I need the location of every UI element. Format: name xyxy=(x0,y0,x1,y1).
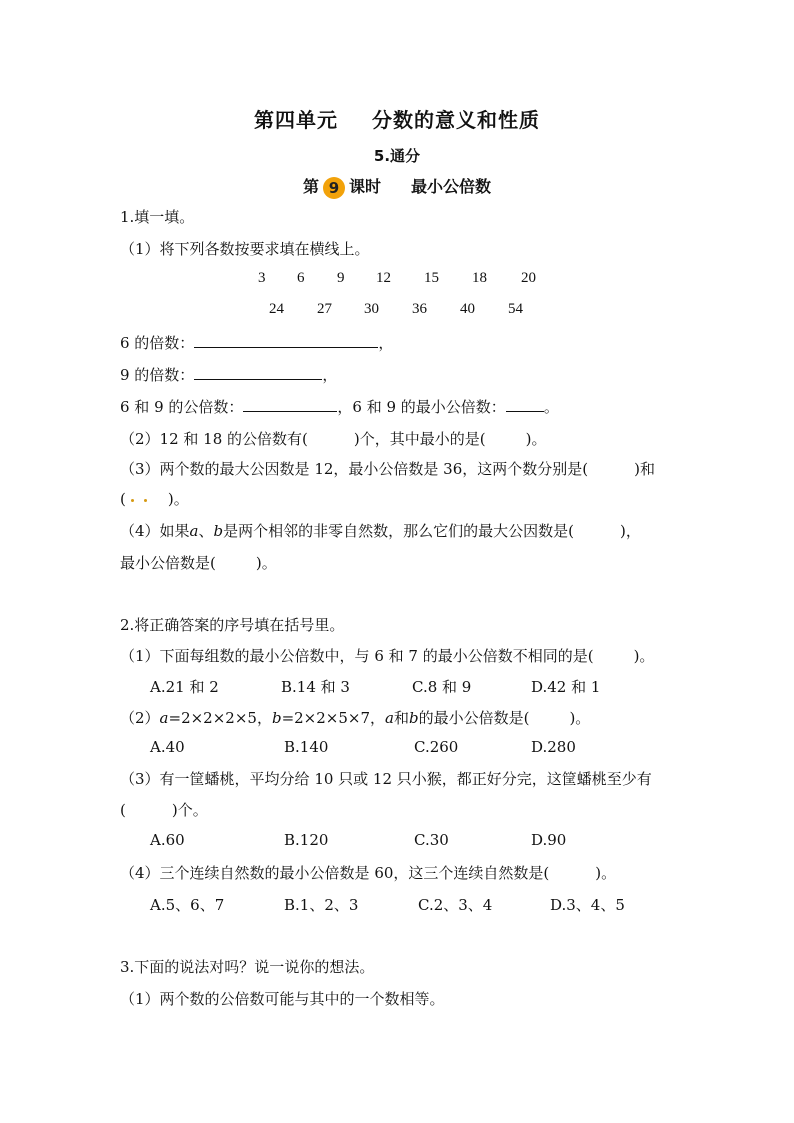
number-item: 6 xyxy=(297,270,305,286)
number-item: 54 xyxy=(508,301,523,317)
answer-paren[interactable] xyxy=(126,490,168,508)
number-item: 15 xyxy=(424,270,439,286)
multiples-of-6-row: 6 的倍数： ， xyxy=(120,334,394,352)
option-a[interactable]: A.60 xyxy=(150,831,185,849)
option-a[interactable]: A.40 xyxy=(150,738,185,756)
number-item: 18 xyxy=(472,270,487,286)
q2-part3: （3）有一筐蟠桃，平均分给 10 只或 12 只小猴，都正好分完，这筐蟠桃至少有 xyxy=(120,770,652,788)
q1-heading: 1.填一填。 xyxy=(120,208,195,226)
answer-blank[interactable] xyxy=(506,396,544,412)
option-d[interactable]: D.3、4、5 xyxy=(550,896,625,914)
option-a[interactable]: A.5、6、7 xyxy=(150,896,225,914)
number-item: 40 xyxy=(460,301,475,317)
q2-part4: （4）三个连续自然数的最小公倍数是 60，这三个连续自然数是( )。 xyxy=(120,864,617,882)
option-b[interactable]: B.120 xyxy=(284,831,329,849)
option-d[interactable]: D.280 xyxy=(531,738,576,756)
number-item: 9 xyxy=(337,270,345,286)
unit-label: 第四单元 xyxy=(254,108,338,132)
number-item: 36 xyxy=(412,301,427,317)
q2-heading: 2.将正确答案的序号填在括号里。 xyxy=(120,616,345,634)
answer-blank[interactable] xyxy=(194,332,378,348)
lesson-number-badge: 9 xyxy=(323,177,345,199)
q2-part3-cont: ( )个。 xyxy=(120,801,208,819)
number-item: 27 xyxy=(317,301,332,317)
q1-part4: （4）如果a、b是两个相邻的非零自然数，那么它们的最大公因数是( )， xyxy=(120,522,641,540)
number-item: 3 xyxy=(258,270,266,286)
answer-blank[interactable] xyxy=(194,364,322,380)
lesson-title: 第 9 课时 最小公倍数 xyxy=(302,177,492,197)
answer-blank[interactable] xyxy=(243,396,337,412)
option-b[interactable]: B.140 xyxy=(284,738,329,756)
option-c[interactable]: C.260 xyxy=(414,738,459,756)
option-a[interactable]: A.21 和 2 xyxy=(150,678,219,696)
q1-part3-cont: ( )。 xyxy=(120,490,189,508)
unit-topic: 分数的意义和性质 xyxy=(372,108,540,132)
number-item: 20 xyxy=(521,270,536,286)
option-b[interactable]: B.1、2、3 xyxy=(284,896,359,914)
number-item: 30 xyxy=(364,301,379,317)
q2-part2: （2）a=2×2×2×5，b=2×2×5×7，a和b的最小公倍数是( )。 xyxy=(120,709,591,727)
q1-part2: （2）12 和 18 的公倍数有( )个，其中最小的是( )。 xyxy=(120,430,547,448)
option-d[interactable]: D.90 xyxy=(531,831,567,849)
q1-part3: （3）两个数的最大公因数是 12，最小公倍数是 36，这两个数分别是( )和 xyxy=(120,460,655,478)
multiples-of-9-row: 9 的倍数： ， xyxy=(120,366,338,384)
common-multiples-row: 6 和 9 的公倍数： ，6 和 9 的最小公倍数： 。 xyxy=(120,398,559,416)
option-c[interactable]: C.30 xyxy=(414,831,449,849)
option-d[interactable]: D.42 和 1 xyxy=(531,678,601,696)
q3-heading: 3.下面的说法对吗？说一说你的想法。 xyxy=(120,958,375,976)
q1-part4-cont: 最小公倍数是( )。 xyxy=(120,554,277,572)
page-title xyxy=(0,104,794,133)
q1-part1: （1）将下列各数按要求填在横线上。 xyxy=(120,240,370,258)
option-b[interactable]: B.14 和 3 xyxy=(281,678,350,696)
section-title: 5.通分 xyxy=(373,147,421,165)
q2-part1: （1）下面每组数的最小公倍数中，与 6 和 7 的最小公倍数不相同的是( )。 xyxy=(120,647,655,665)
number-item: 12 xyxy=(376,270,391,286)
number-item: 24 xyxy=(269,301,284,317)
q3-part1: （1）两个数的公倍数可能与其中的一个数相等。 xyxy=(120,990,445,1008)
option-c[interactable]: C.8 和 9 xyxy=(412,678,472,696)
option-c[interactable]: C.2、3、4 xyxy=(418,896,493,914)
